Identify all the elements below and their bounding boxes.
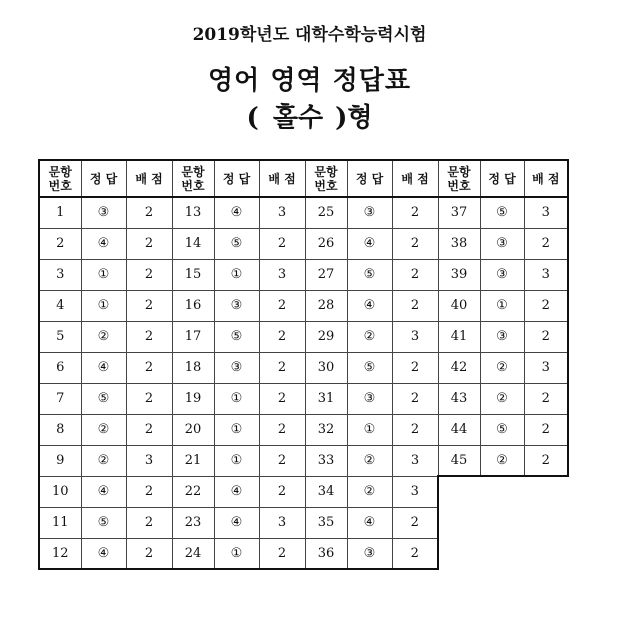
cell-points: 2 bbox=[524, 228, 568, 259]
cell-answer: ① bbox=[214, 414, 259, 445]
cell-answer: ② bbox=[480, 445, 524, 476]
table-row bbox=[39, 538, 568, 569]
cell-answer: ⑤ bbox=[480, 414, 524, 445]
cell-points: 2 bbox=[524, 290, 568, 321]
cell-points: 2 bbox=[524, 445, 568, 476]
cell-number: 35 bbox=[305, 507, 347, 538]
cell-points: 3 bbox=[126, 445, 172, 476]
cell-answer: ② bbox=[480, 352, 524, 383]
cell-points: 2 bbox=[259, 445, 305, 476]
cell-number: 29 bbox=[305, 321, 347, 352]
answer-table bbox=[38, 159, 569, 570]
cell-points: 2 bbox=[126, 352, 172, 383]
cell-number: 21 bbox=[172, 445, 214, 476]
cell-number: 3 bbox=[39, 259, 81, 290]
cell-points: 2 bbox=[126, 290, 172, 321]
cell-points: 2 bbox=[126, 383, 172, 414]
cell-points: 3 bbox=[392, 445, 438, 476]
cell-points: 3 bbox=[392, 321, 438, 352]
cell-answer: ③ bbox=[480, 321, 524, 352]
cell-number: 23 bbox=[172, 507, 214, 538]
cell-number: 16 bbox=[172, 290, 214, 321]
cell-points: 2 bbox=[126, 538, 172, 569]
empty-cell bbox=[480, 538, 524, 569]
cell-number: 5 bbox=[39, 321, 81, 352]
table-row bbox=[39, 259, 568, 290]
cell-answer: ① bbox=[214, 538, 259, 569]
cell-points: 2 bbox=[392, 259, 438, 290]
cell-points: 3 bbox=[392, 476, 438, 507]
cell-number: 15 bbox=[172, 259, 214, 290]
header-answer: 정 답 bbox=[81, 160, 126, 197]
cell-number: 39 bbox=[438, 259, 480, 290]
header-points: 배 점 bbox=[259, 160, 305, 197]
table-row bbox=[39, 476, 568, 507]
cell-number: 13 bbox=[172, 197, 214, 228]
cell-number: 11 bbox=[39, 507, 81, 538]
cell-answer: ② bbox=[480, 383, 524, 414]
cell-number: 22 bbox=[172, 476, 214, 507]
cell-number: 43 bbox=[438, 383, 480, 414]
cell-number: 17 bbox=[172, 321, 214, 352]
cell-number: 25 bbox=[305, 197, 347, 228]
type-name: 홀수 bbox=[272, 103, 324, 133]
cell-number: 4 bbox=[39, 290, 81, 321]
header-points: 배 점 bbox=[126, 160, 172, 197]
empty-cell bbox=[480, 507, 524, 538]
cell-points: 2 bbox=[524, 321, 568, 352]
cell-points: 3 bbox=[259, 507, 305, 538]
cell-answer: ③ bbox=[347, 197, 392, 228]
cell-number: 40 bbox=[438, 290, 480, 321]
table-row bbox=[39, 352, 568, 383]
cell-answer: ⑤ bbox=[81, 383, 126, 414]
empty-cell bbox=[524, 507, 568, 538]
cell-number: 2 bbox=[39, 228, 81, 259]
cell-answer: ④ bbox=[347, 507, 392, 538]
cell-answer: ③ bbox=[347, 538, 392, 569]
cell-points: 2 bbox=[259, 352, 305, 383]
cell-number: 36 bbox=[305, 538, 347, 569]
table-row bbox=[39, 197, 568, 228]
cell-answer: ⑤ bbox=[214, 228, 259, 259]
cell-number: 28 bbox=[305, 290, 347, 321]
cell-points: 3 bbox=[259, 259, 305, 290]
cell-points: 2 bbox=[126, 414, 172, 445]
cell-number: 37 bbox=[438, 197, 480, 228]
cell-number: 10 bbox=[39, 476, 81, 507]
cell-answer: ③ bbox=[480, 228, 524, 259]
cell-answer: ④ bbox=[81, 538, 126, 569]
cell-answer: ⑤ bbox=[347, 259, 392, 290]
empty-cell bbox=[438, 538, 480, 569]
type-close-paren: )형 bbox=[335, 103, 373, 133]
cell-answer: ⑤ bbox=[214, 321, 259, 352]
cell-points: 2 bbox=[126, 259, 172, 290]
table-row bbox=[39, 445, 568, 476]
cell-answer: ① bbox=[81, 290, 126, 321]
table-row bbox=[39, 228, 568, 259]
header-row bbox=[39, 160, 568, 197]
cell-points: 2 bbox=[392, 197, 438, 228]
cell-number: 34 bbox=[305, 476, 347, 507]
cell-points: 2 bbox=[392, 290, 438, 321]
cell-number: 31 bbox=[305, 383, 347, 414]
header-number: 문항 번호 bbox=[438, 160, 480, 197]
cell-points: 2 bbox=[126, 507, 172, 538]
subject-title: 영어 영역 정답표 bbox=[208, 66, 411, 96]
cell-number: 27 bbox=[305, 259, 347, 290]
cell-answer: ③ bbox=[347, 383, 392, 414]
cell-points: 2 bbox=[126, 197, 172, 228]
cell-number: 6 bbox=[39, 352, 81, 383]
exam-title: 2019학년도 대학수학능력시험 bbox=[192, 25, 427, 45]
table-row bbox=[39, 321, 568, 352]
cell-answer: ② bbox=[81, 414, 126, 445]
cell-number: 9 bbox=[39, 445, 81, 476]
cell-number: 12 bbox=[39, 538, 81, 569]
cell-points: 2 bbox=[392, 507, 438, 538]
cell-number: 45 bbox=[438, 445, 480, 476]
cell-answer: ① bbox=[214, 383, 259, 414]
cell-number: 7 bbox=[39, 383, 81, 414]
cell-answer: ⑤ bbox=[81, 507, 126, 538]
cell-number: 1 bbox=[39, 197, 81, 228]
cell-points: 3 bbox=[524, 352, 568, 383]
cell-answer: ③ bbox=[480, 259, 524, 290]
header-number: 문항 번호 bbox=[172, 160, 214, 197]
cell-points: 2 bbox=[524, 414, 568, 445]
cell-answer: ④ bbox=[347, 290, 392, 321]
cell-answer: ③ bbox=[214, 352, 259, 383]
cell-answer: ④ bbox=[81, 476, 126, 507]
header-number: 문항 번호 bbox=[305, 160, 347, 197]
header-number: 문항 번호 bbox=[39, 160, 81, 197]
header-points: 배 점 bbox=[392, 160, 438, 197]
cell-number: 14 bbox=[172, 228, 214, 259]
header-answer: 정 답 bbox=[347, 160, 392, 197]
cell-answer: ④ bbox=[214, 507, 259, 538]
cell-answer: ② bbox=[347, 321, 392, 352]
cell-number: 44 bbox=[438, 414, 480, 445]
cell-points: 2 bbox=[392, 228, 438, 259]
empty-cell bbox=[438, 476, 480, 507]
cell-number: 41 bbox=[438, 321, 480, 352]
header-answer: 정 답 bbox=[214, 160, 259, 197]
cell-number: 32 bbox=[305, 414, 347, 445]
cell-number: 19 bbox=[172, 383, 214, 414]
cell-points: 3 bbox=[524, 259, 568, 290]
answer-table-body bbox=[39, 160, 568, 569]
cell-answer: ① bbox=[214, 259, 259, 290]
cell-answer: ① bbox=[347, 414, 392, 445]
cell-answer: ① bbox=[81, 259, 126, 290]
table-row bbox=[39, 383, 568, 414]
cell-points: 2 bbox=[259, 538, 305, 569]
cell-answer: ② bbox=[347, 476, 392, 507]
empty-cell bbox=[524, 476, 568, 507]
header-points: 배 점 bbox=[524, 160, 568, 197]
cell-points: 2 bbox=[259, 476, 305, 507]
cell-number: 8 bbox=[39, 414, 81, 445]
cell-answer: ③ bbox=[214, 290, 259, 321]
type-open-paren: ( bbox=[246, 103, 259, 133]
cell-points: 2 bbox=[126, 321, 172, 352]
cell-points: 2 bbox=[259, 414, 305, 445]
cell-answer: ④ bbox=[214, 197, 259, 228]
cell-number: 42 bbox=[438, 352, 480, 383]
empty-cell bbox=[438, 507, 480, 538]
cell-answer: ② bbox=[347, 445, 392, 476]
cell-points: 2 bbox=[392, 383, 438, 414]
cell-points: 2 bbox=[259, 228, 305, 259]
table-row bbox=[39, 290, 568, 321]
cell-number: 26 bbox=[305, 228, 347, 259]
cell-number: 20 bbox=[172, 414, 214, 445]
cell-points: 2 bbox=[259, 321, 305, 352]
cell-number: 33 bbox=[305, 445, 347, 476]
exam-type-title bbox=[0, 97, 619, 134]
cell-points: 3 bbox=[259, 197, 305, 228]
cell-answer: ④ bbox=[214, 476, 259, 507]
cell-answer: ④ bbox=[347, 228, 392, 259]
cell-answer: ③ bbox=[81, 197, 126, 228]
cell-number: 38 bbox=[438, 228, 480, 259]
cell-number: 24 bbox=[172, 538, 214, 569]
cell-number: 30 bbox=[305, 352, 347, 383]
table-row bbox=[39, 507, 568, 538]
empty-cell bbox=[524, 538, 568, 569]
cell-points: 2 bbox=[524, 383, 568, 414]
cell-answer: ④ bbox=[81, 352, 126, 383]
cell-points: 2 bbox=[259, 383, 305, 414]
cell-number: 18 bbox=[172, 352, 214, 383]
cell-answer: ⑤ bbox=[480, 197, 524, 228]
cell-points: 3 bbox=[524, 197, 568, 228]
cell-points: 2 bbox=[126, 228, 172, 259]
cell-points: 2 bbox=[392, 352, 438, 383]
cell-answer: ① bbox=[480, 290, 524, 321]
cell-answer: ② bbox=[81, 445, 126, 476]
cell-points: 2 bbox=[259, 290, 305, 321]
header-answer: 정 답 bbox=[480, 160, 524, 197]
cell-points: 2 bbox=[392, 414, 438, 445]
cell-answer: ② bbox=[81, 321, 126, 352]
cell-answer: ⑤ bbox=[347, 352, 392, 383]
cell-answer: ① bbox=[214, 445, 259, 476]
table-row bbox=[39, 414, 568, 445]
cell-points: 2 bbox=[392, 538, 438, 569]
cell-answer: ④ bbox=[81, 228, 126, 259]
empty-cell bbox=[480, 476, 524, 507]
cell-points: 2 bbox=[126, 476, 172, 507]
